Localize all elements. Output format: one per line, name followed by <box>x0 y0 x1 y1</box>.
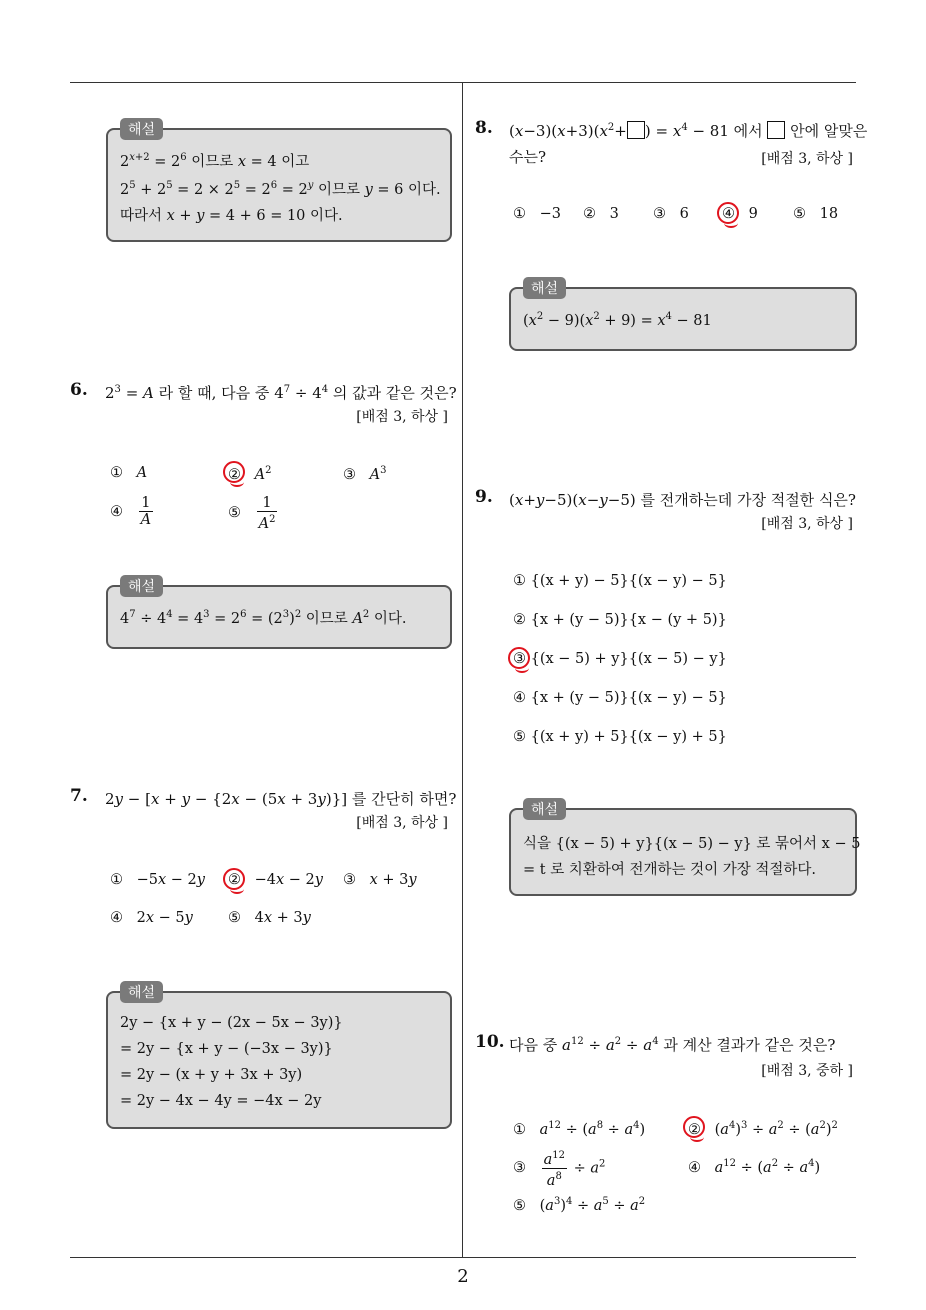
top-rule <box>70 82 856 83</box>
option-5[interactable]: ⑤ 18 <box>793 206 839 222</box>
answer-circle-mark <box>683 1116 705 1138</box>
solution-line: $(x^2 - 9)(x^2 + 9) = x^4 - 81$ <box>523 311 712 329</box>
solution-tag: 해설 <box>523 277 566 299</box>
solution-line: 식을 {(x − 5) + y}{(x − 5) − y} 로 묶어서 x − 5 <box>523 836 861 852</box>
solution-tag: 해설 <box>120 981 163 1003</box>
option-1[interactable]: ① −3 <box>513 206 561 222</box>
option-5[interactable]: ⑤ $(a^3)^4 \div a^5 \div a^2$ <box>513 1196 646 1214</box>
option-1[interactable]: ① −5x − 2y <box>110 872 205 888</box>
question-number: 9. <box>475 487 493 507</box>
solution-line: = t 로 치환하여 전개하는 것이 가장 적절하다. <box>523 862 816 878</box>
solution-line: $2^5 + 2^5 = 2 \times 2^5 = 2^6 = 2^y$ 이므로 y = 6 이다. <box>120 180 441 198</box>
option-4[interactable]: ④ $\frac{1}{A}$ <box>110 495 152 528</box>
score-label: [배점 3, 하상 ] <box>356 815 448 831</box>
solution-tag: 해설 <box>120 118 163 140</box>
option-1[interactable]: ① A <box>110 465 148 481</box>
option-1[interactable]: ① $a^{12} \div (a^8 \div a^4)$ <box>513 1120 646 1138</box>
answer-circle-mark <box>717 202 739 224</box>
column-divider <box>462 82 463 1257</box>
answer-circle-mark <box>508 647 530 669</box>
option-3-text: ③ {(x − 5) + y}{(x − 5) − y} <box>513 651 727 667</box>
solution-tag: 해설 <box>120 575 163 597</box>
score-label: [배점 3, 하상 ] <box>356 409 448 425</box>
option-2[interactable]: ② $A^2$ <box>228 465 271 483</box>
solution-line: 2y − {x + y − (2x − 5x − 3y)} <box>120 1015 343 1031</box>
option-3[interactable]: ③ $\frac{a^{12}}{a^8}$ ÷ $a^2$ <box>513 1150 606 1189</box>
option-5[interactable]: ⑤ $\frac{1}{A^2}$ <box>228 495 276 532</box>
option-5[interactable]: ⑤ 4x + 3y <box>228 910 311 926</box>
answer-circle-mark <box>223 461 245 483</box>
question-text: 2y − [x + y − {2x − (5x + 3y)}] 를 간단히 하면? <box>105 790 457 808</box>
solution-box-q5 <box>106 122 452 242</box>
option-4[interactable]: ④ 9 <box>722 206 758 222</box>
option-3[interactable]: ③ 6 <box>653 206 689 222</box>
question-number: 7. <box>70 786 88 806</box>
question-number: 10. <box>475 1032 505 1052</box>
option-4[interactable]: ④ 2x − 5y <box>110 910 193 926</box>
solution-line: = 2y − (x + y + 3x + 3y) <box>120 1067 303 1083</box>
option-3[interactable]: ③ x + 3y <box>343 872 417 888</box>
question-number: 8. <box>475 118 493 138</box>
solution-box-q6 <box>106 579 452 649</box>
option-2[interactable]: ② $(a^4)^3 \div a^2 \div (a^2)^2$ <box>688 1120 838 1138</box>
solution-line: = 2y − 4x − 4y = −4x − 2y <box>120 1093 322 1109</box>
question-text-line2: 수는? <box>509 148 547 166</box>
option-4[interactable]: ④ $a^{12} \div (a^2 \div a^4)$ <box>688 1158 821 1176</box>
option-2[interactable]: ② −4x − 2y <box>228 872 323 888</box>
score-label: [배점 3, 하상 ] <box>761 151 853 167</box>
solution-line: $2^{x+2} = 2^6$ 이므로 x = 4 이고 <box>120 152 310 170</box>
question-text: $(x-3)(x+3)(x^2+$ ) = $x^4 - 81$ 에서 안에 알맞은 <box>509 122 868 140</box>
solution-tag: 해설 <box>523 798 566 820</box>
solution-box-q7 <box>106 985 452 1129</box>
solution-line: 따라서 x + y = 4 + 6 = 10 이다. <box>120 208 343 224</box>
option-1[interactable]: ① {(x + y) − 5}{(x − y) − 5} <box>513 573 727 589</box>
question-text: $2^3 = A$ 라 할 때, 다음 중 $4^7 \div 4^4$ 의 값과 같은 것은? <box>105 384 457 402</box>
score-label: [배점 3, 중하 ] <box>761 1063 853 1079</box>
blank-box <box>767 121 785 139</box>
option-5[interactable]: ⑤ {(x + y) + 5}{(x − y) + 5} <box>513 729 727 745</box>
page-number: 2 <box>457 1266 469 1287</box>
score-label: [배점 3, 하상 ] <box>761 516 853 532</box>
question-text: 다음 중 $a^{12} \div a^2 \div a^4$ 과 계산 결과가 같은 것은? <box>509 1036 836 1054</box>
solution-line: $4^7 \div 4^4 = 4^3 = 2^6 = (2^3)^2$ 이므로 $A^2$ 이다. <box>120 609 407 627</box>
blank-box <box>627 121 645 139</box>
solution-box-q9 <box>509 802 861 896</box>
answer-circle-mark <box>223 868 245 890</box>
solution-box-q8 <box>509 281 857 351</box>
option-4[interactable]: ④ {x + (y − 5)}{(x − y) − 5} <box>513 690 727 706</box>
option-2[interactable]: ② 3 <box>583 206 619 222</box>
option-3[interactable]: ③ $A^3$ <box>343 465 387 483</box>
solution-line: = 2y − {x + y − (−3x − 3y)} <box>120 1041 333 1057</box>
bottom-rule <box>70 1257 856 1258</box>
option-2[interactable]: ② {x + (y − 5)}{x − (y + 5)} <box>513 612 727 628</box>
question-text: (x+y−5)(x−y−5) 를 전개하는데 가장 적절한 식은? <box>509 491 856 509</box>
option-3[interactable] <box>513 651 727 667</box>
question-number: 6. <box>70 380 88 400</box>
